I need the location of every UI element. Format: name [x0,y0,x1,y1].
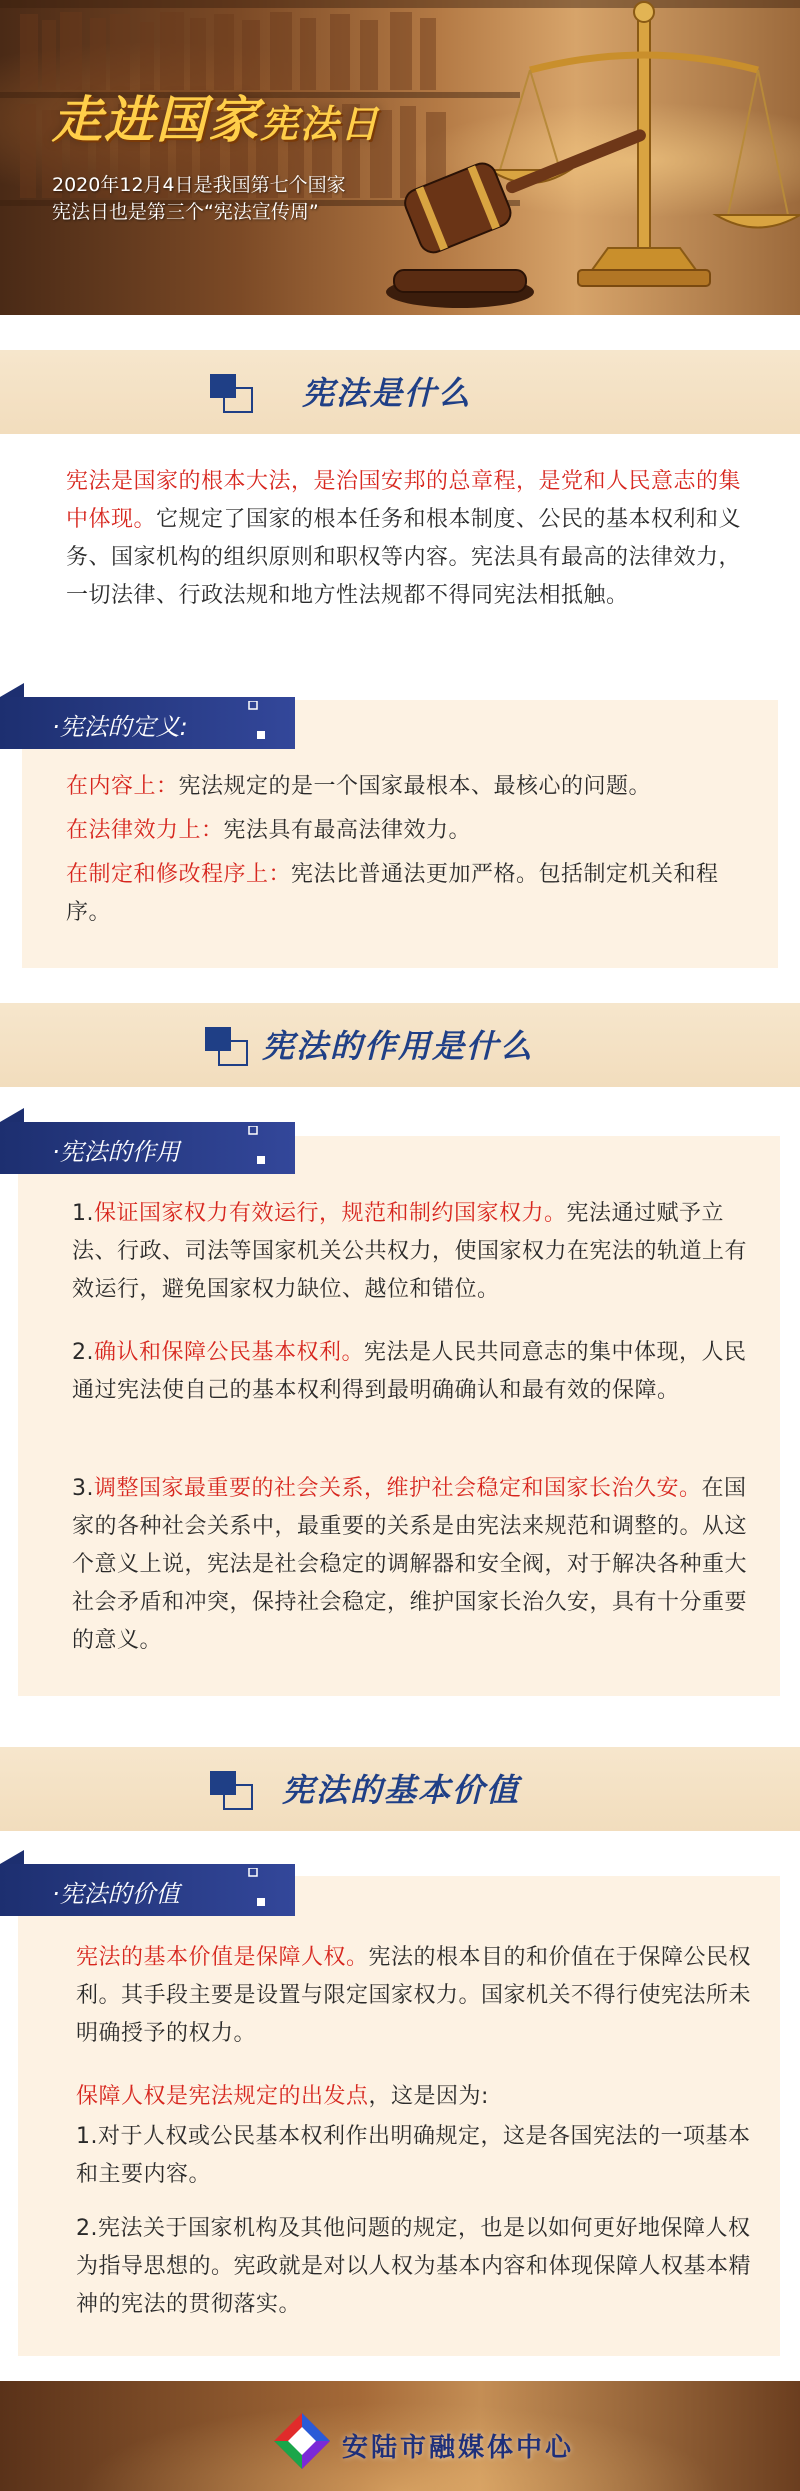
section-title-what: 宪法是什么 [302,374,473,412]
value-highlight: 宪法的基本价值是保障人权。 [76,1945,369,1970]
media-center-logo-icon [272,2411,332,2471]
hero-subtitle-line1: 2020年12月4日是我国第七个国家 [52,174,346,196]
role-label: ·宪法的作用 [52,1138,180,1166]
role-item-highlight: 调整国家最重要的社会关系，维护社会稳定和国家长治久安。 [94,1476,702,1501]
squares-icon [210,1771,254,1811]
what-intro-text: 它规定了国家的根本任务和根本制度、公民的基本权利和义务、国家机构的组织原则和职权等内容。宪法具有最高的法律效力，一切法律、行政法规和地方性法规都不得同宪法相抵触。 [66,507,742,608]
definition-item [66,812,756,850]
definition-item [66,768,756,806]
value-highlight: 保障人权是宪法规定的出发点 [76,2084,369,2109]
role-label-tag [0,1122,295,1174]
definition-key: 在法律效力上： [66,818,224,843]
hero-title-small: 宪法日 [260,102,381,146]
value-label-tag [0,1864,295,1916]
small-squares-icon [243,701,273,741]
section-title-role: 宪法的作用是什么 [262,1027,535,1065]
definition-key: 在内容上： [66,774,179,799]
footer-org-name: 安陆市融媒体中心 [342,2433,575,2463]
hero-subtitle [52,172,432,226]
definition-label-tag [0,697,295,749]
definition-text: 宪法规定的是一个国家最根本、最核心的问题。 [178,774,652,799]
small-squares-icon [243,1868,273,1908]
hero-title [52,80,380,152]
value-paragraph [76,2078,758,2116]
section-header-role [0,1003,800,1087]
footer [0,2381,800,2491]
role-item-highlight: 保证国家权力有效运行，规范和制约国家权力。 [94,1201,567,1226]
definition-text: 宪法比普通法更加严格。包括制定机关和程序。 [66,862,719,925]
value-paragraph [76,1939,758,2053]
definition-item [66,856,756,932]
label-notch [0,1850,24,1864]
small-squares-icon [243,1126,273,1166]
label-notch [0,683,24,697]
value-text: 宪法的根本目的和价值在于保障公民权利。其手段主要是设置与限定国家权力。国家机关不得行使宪法所未明确授予的权力。 [76,1945,752,2046]
role-item [72,1470,758,1660]
section-header-what [0,350,800,434]
role-item-number: 1. [72,1201,94,1226]
section-header-value [0,1747,800,1831]
value-label: ·宪法的价值 [52,1880,180,1908]
definition-label: ·宪法的定义: [52,713,188,741]
role-item [72,1334,758,1410]
hero-subtitle-line2: 宪法日也是第三个“宪法宣传周” [52,201,319,223]
role-item-number: 2. [72,1340,94,1365]
definition-key: 在制定和修改程序上： [66,862,292,887]
scales-icon [490,2,800,286]
role-item-text: 宪法通过赋予立法、行政、司法等国家机关公共权力，使国家权力在宪法的轨道上有效运行，避免国家权力缺位、越位和错位。 [72,1201,748,1302]
squares-icon [205,1027,249,1067]
value-paragraph: 1.对于人权或公民基本权利作出明确规定，这是各国宪法的一项基本和主要内容。 [76,2124,751,2187]
section-title-value: 宪法的基本价值 [282,1771,521,1809]
hero-title-main: 走进国家 [52,91,260,149]
what-intro-highlight: 宪法是国家的根本大法，是治国安邦的总章程，是党和人民意志的集中体现。 [66,469,742,532]
scales-and-gavel-illustration [380,0,800,315]
hero-banner [0,0,800,315]
role-item-text: 宪法是人民共同意志的集中体现，人民通过宪法使自己的基本权利得到最明确确认和最有效的保障。 [72,1340,747,1403]
role-item-number: 3. [72,1476,94,1501]
label-notch [0,1108,24,1122]
role-item [72,1195,758,1309]
squares-icon [210,374,254,414]
value-paragraph: 2.宪法关于国家机构及其他问题的规定，也是以如何更好地保障人权为指导思想的。宪政就是对以人权为基本内容和体现保障人权基本精神的宪法的贯彻落实。 [76,2216,752,2317]
what-intro-paragraph [66,463,756,615]
role-item-text: 在国家的各种社会关系中，最重要的关系是由宪法来规范和调整的。从这个意义上说，宪法是社会稳定的调解器和安全阀，对于解决各种重大社会矛盾和冲突，保持社会稳定，维护国家长治久安，具有十分重要的意义。 [72,1476,748,1653]
role-item-highlight: 确认和保障公民基本权利。 [94,1340,365,1365]
value-text: ，这是因为: [368,2084,489,2109]
definition-text: 宪法具有最高法律效力。 [223,818,472,843]
